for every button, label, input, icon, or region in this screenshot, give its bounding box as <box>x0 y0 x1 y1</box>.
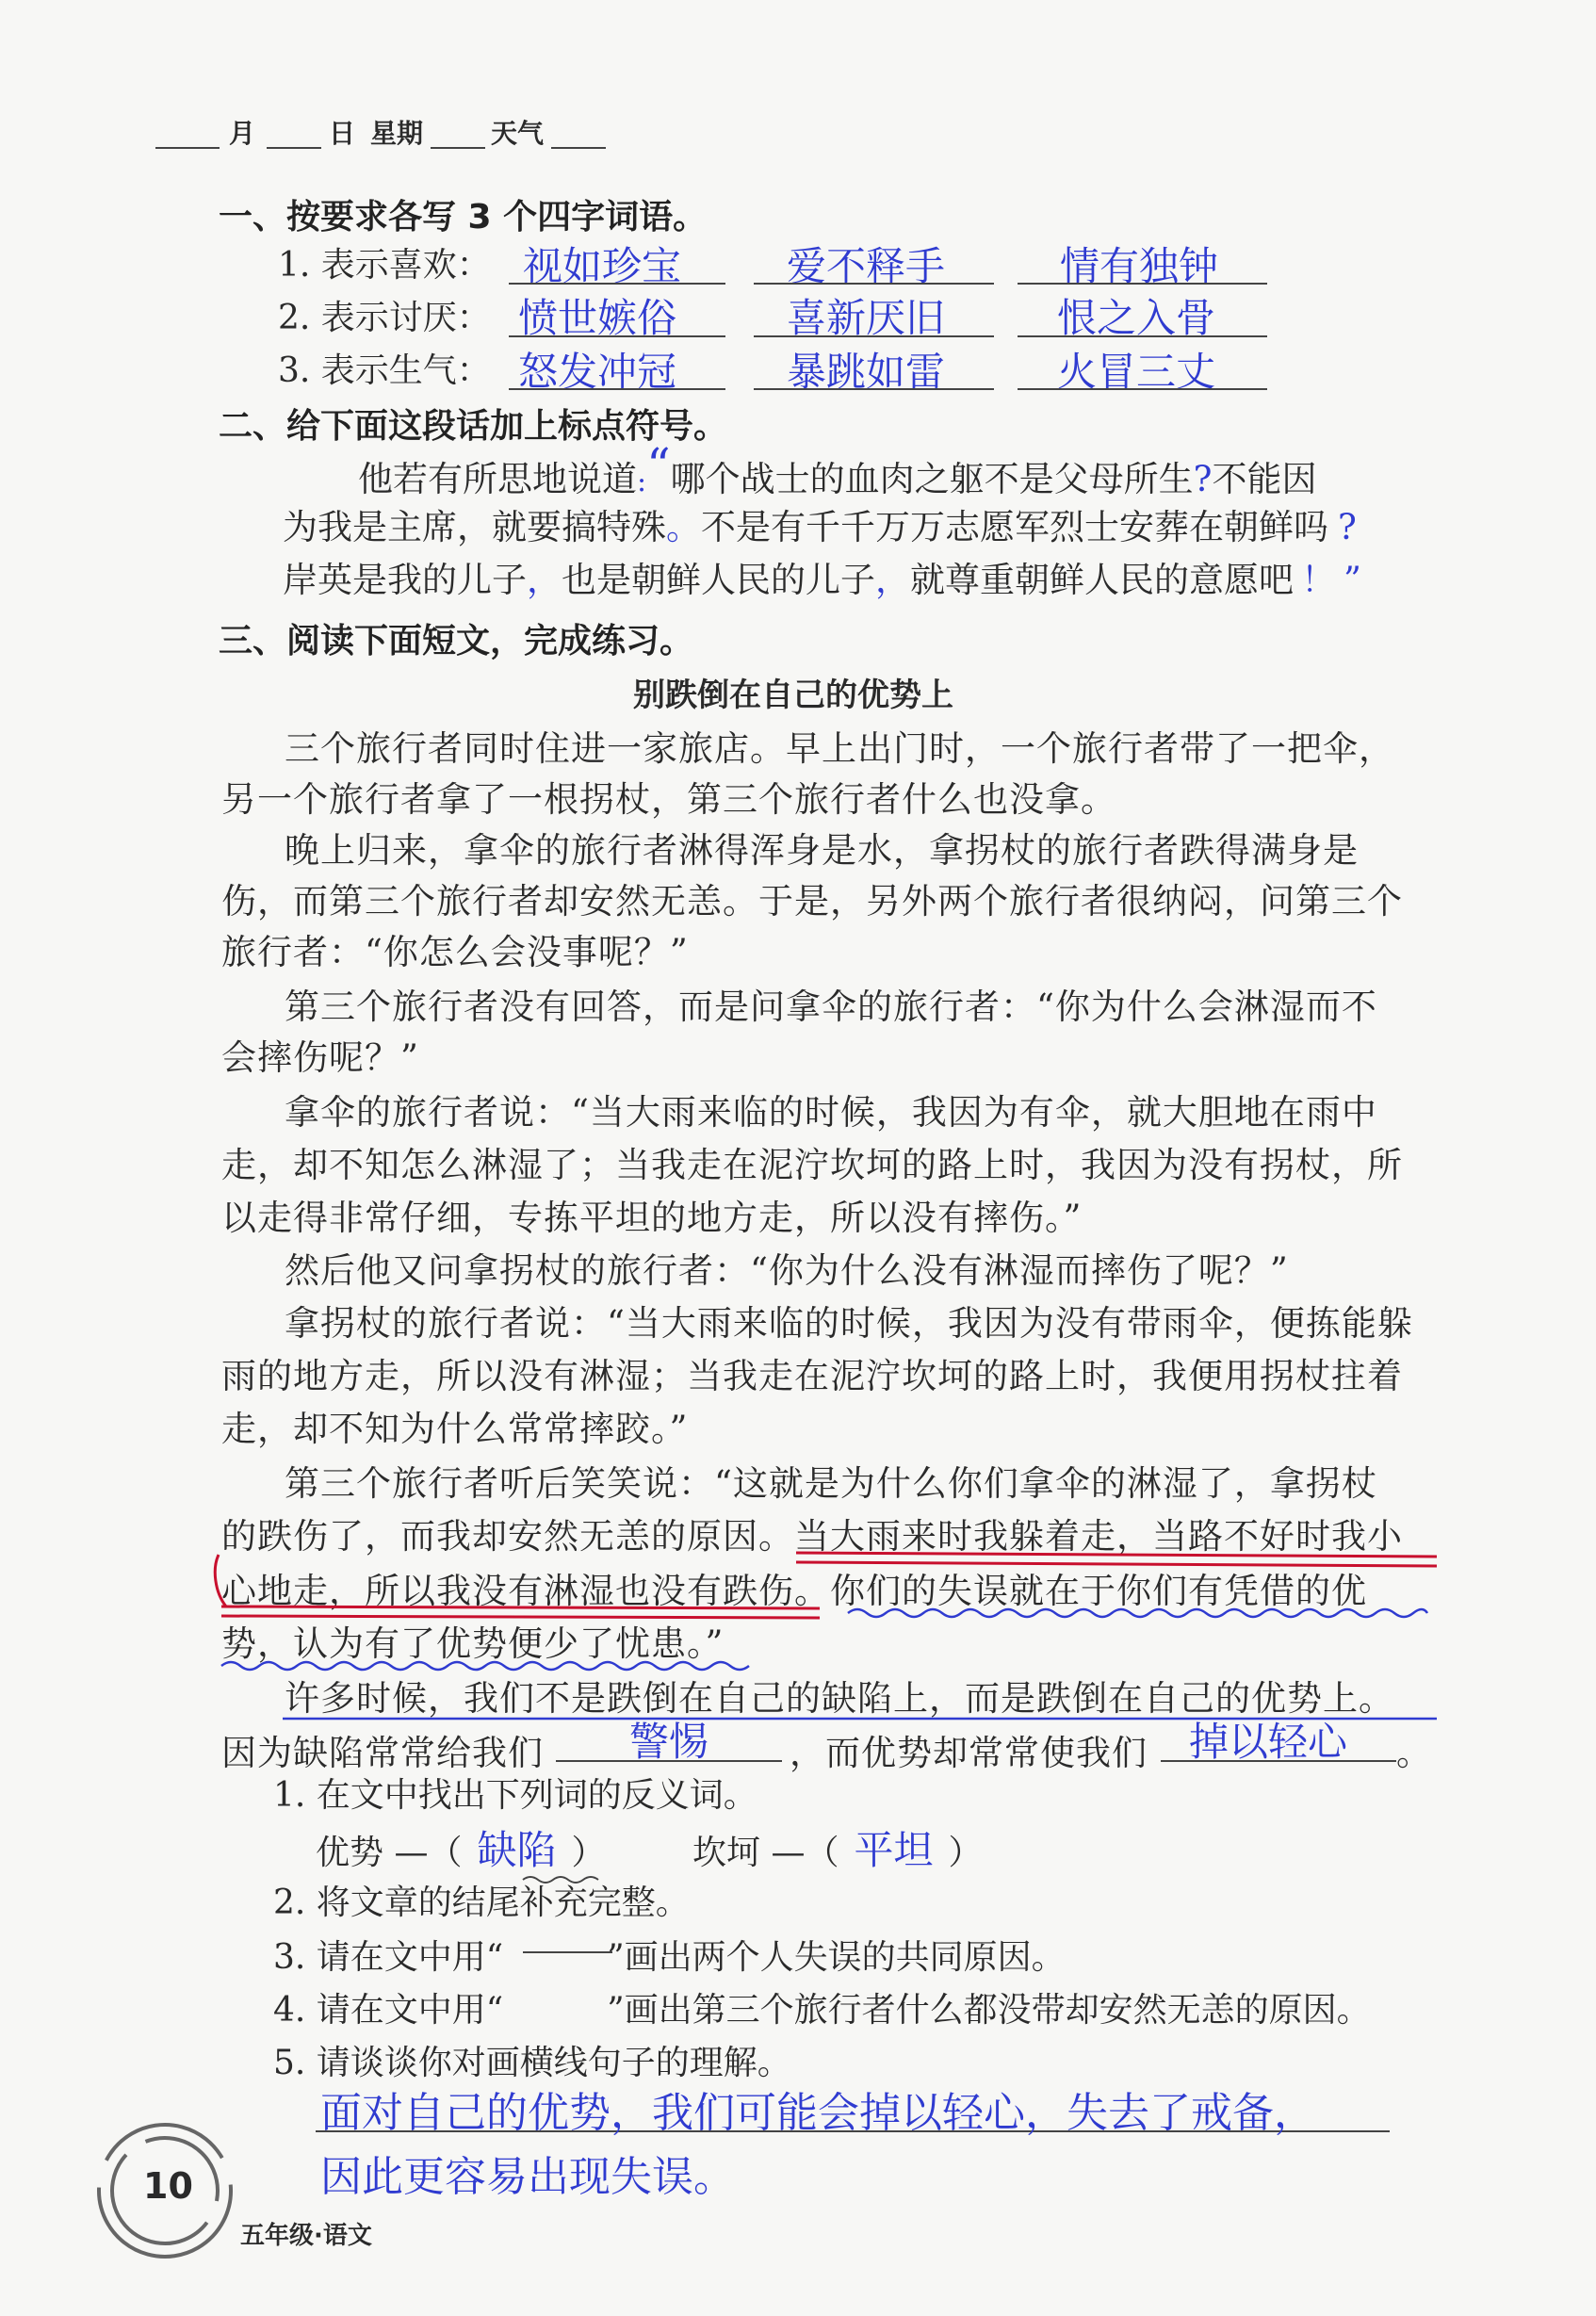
question-4: 4. 请在文中用“ ”画出第三个旅行者什么都没带却安然无恙的原因。 <box>273 1991 1371 2030</box>
s1-row-1-answer-2: 爱不释手 <box>787 243 946 289</box>
question-2: 2. 将文章的结尾补充完整。 <box>273 1884 690 1922</box>
s2-line-3: 岸英是我的儿子，也是朝鲜人民的儿子，就尊重朝鲜人民的意愿吧 ！ ” <box>283 560 1361 600</box>
article-line-6: 第三个旅行者没有回答，而是问拿伞的旅行者：“你为什么会淋湿而不 <box>285 987 1377 1027</box>
question-1: 1. 在文中找出下列词的反义词。 <box>273 1776 757 1815</box>
s2-line-1: 他若有所思地说道:“哪个战士的血肉之躯不是父母所生?不能因 <box>358 438 1317 499</box>
article-line-4: 伤，而第三个旅行者却安然无恙。于是，另外两个旅行者很纳闷，问第三个 <box>221 881 1403 922</box>
page-number: 10 <box>143 2165 193 2207</box>
mark-comma-1: ， <box>527 560 562 600</box>
article-line-3: 晚上归来，拿伞的旅行者淋得浑身是水，拿拐杖的旅行者跌得满身是 <box>285 830 1359 871</box>
mark-question-2: ? <box>1338 507 1357 547</box>
weekday-label: 星期 <box>370 118 424 149</box>
article-line-12: 拿拐杖的旅行者说：“当大雨来临的时候，我因为没有带雨伞，便拣能躲 <box>285 1303 1413 1344</box>
section1-title: 一、按要求各写 3 个四字词语。 <box>219 198 708 236</box>
section2-title: 二、给下面这段话加上标点符号。 <box>219 407 728 446</box>
q5-answer-line-2: 因此更容易出现失误。 <box>320 2153 735 2201</box>
blank-2-answer: 掉以轻心 <box>1189 1719 1348 1765</box>
book-label: 五年级·语文 <box>240 2222 372 2250</box>
article-line-20: 因为缺陷常常给我们 <box>221 1733 544 1773</box>
s1-row-1-answer-1: 视如珍宝 <box>523 243 682 289</box>
article-line-11: 然后他又问拿拐杖的旅行者：“你为什么没有淋湿而摔伤了呢？” <box>285 1250 1289 1291</box>
article-line-14: 走，却不知为什么常常摔跤。” <box>221 1409 689 1449</box>
mark-exclaim: ！ <box>1301 560 1336 600</box>
article-line-8: 拿伞的旅行者说：“当大雨来临的时候，我因为有伞，就大胆地在雨中 <box>285 1092 1377 1133</box>
s1-row-2-answer-2: 喜新厌旧 <box>787 295 946 341</box>
month-label: 月 <box>229 118 256 149</box>
s1-row-3-answer-3: 火冒三丈 <box>1057 349 1216 395</box>
blank-1-answer: 警惕 <box>629 1719 709 1765</box>
mark-close-quote: ” <box>1344 560 1361 600</box>
q1-a-answer: 缺陷 <box>477 1827 557 1873</box>
article-line-20b: ，而优势却常常使我们 <box>790 1733 1148 1773</box>
article-line-19: 许多时候，我们不是跌倒在自己的缺陷上，而是跌倒在自己的优势上。 <box>285 1678 1394 1719</box>
weather-label: 天气 <box>491 118 545 149</box>
article-line-9: 走，却不知怎么淋湿了；当我走在泥泞坎坷的路上时，我因为没有拐杖，所 <box>221 1145 1403 1185</box>
question-3: 3. 请在文中用“ ”画出两个人失误的共同原因。 <box>273 1938 1066 1977</box>
article-line-18: 势，认为有了优势便少了忧患。” <box>221 1623 725 1664</box>
mark-colon: : <box>637 465 647 498</box>
q1-b: 坎坷 —（ 平坦 ） <box>692 1827 983 1873</box>
s1-row-3-answer-1: 怒发冲冠 <box>518 349 677 395</box>
q1-a: 优势 —（ 缺陷 ） <box>316 1827 606 1873</box>
s1-row-2-answer-3: 恨之入骨 <box>1057 295 1216 341</box>
article-line-5: 旅行者：“你怎么会没事呢？” <box>221 932 689 972</box>
article-line-13: 雨的地方走，所以没有淋湿；当我走在泥泞坎坷的路上时，我便用拐杖拄着 <box>221 1356 1403 1396</box>
s1-row-3-answer-2: 暴跳如雷 <box>787 349 946 395</box>
article-line-7: 会摔伤呢？” <box>221 1037 419 1078</box>
s1-row-1-answer-3: 情有独钟 <box>1060 243 1219 289</box>
mark-question-1: ? <box>1193 459 1213 499</box>
s1-row-2-label: 2. 表示讨厌： <box>278 299 491 337</box>
article-line-16: 的跌伤了，而我却安然无恙的原因。当大雨来时我躲着走，当路不好时我小 <box>221 1516 1403 1557</box>
q1-b-answer: 平坦 <box>854 1827 934 1873</box>
s1-row-2-answer-1: 愤世嫉俗 <box>518 295 677 341</box>
article-title: 别跌倒在自己的优势上 <box>633 677 953 714</box>
s2-line-2: 为我是主席，就要搞特殊。不是有千千万万志愿军烈士安葬在朝鲜吗 ? <box>283 507 1357 547</box>
s1-row-1-label: 1. 表示喜欢： <box>278 246 491 285</box>
q5-answer-line-1: 面对自己的优势，我们可能会掉以轻心，失去了戒备， <box>320 2089 1315 2137</box>
article-line-1: 三个旅行者同时住进一家旅店。早上出门时，一个旅行者带了一把伞， <box>285 728 1394 769</box>
question-5: 5. 请谈谈你对画横线句子的理解。 <box>273 2044 791 2082</box>
article-line-10: 以走得非常仔细，专拣平坦的地方走，所以没有摔伤。” <box>221 1198 1083 1238</box>
s1-row-3-label: 3. 表示生气： <box>278 351 491 390</box>
mark-comma-2: ， <box>875 560 910 600</box>
article-line-15: 第三个旅行者听后笑笑说：“这就是为什么你们拿伞的淋湿了，拿拐杖 <box>285 1463 1377 1504</box>
mark-open-quote: “ <box>646 438 671 493</box>
mark-period: 。 <box>666 507 701 547</box>
article-line-17: 心地走，所以我没有淋湿也没有跌伤。你们的失误就在于你们有凭借的优 <box>221 1571 1367 1611</box>
article-line-20c: 。 <box>1396 1733 1432 1773</box>
day-label: 日 <box>329 118 356 149</box>
section3-title: 三、阅读下面短文，完成练习。 <box>219 622 694 661</box>
article-line-2: 另一个旅行者拿了一根拐杖，第三个旅行者什么也没拿。 <box>221 779 1116 820</box>
